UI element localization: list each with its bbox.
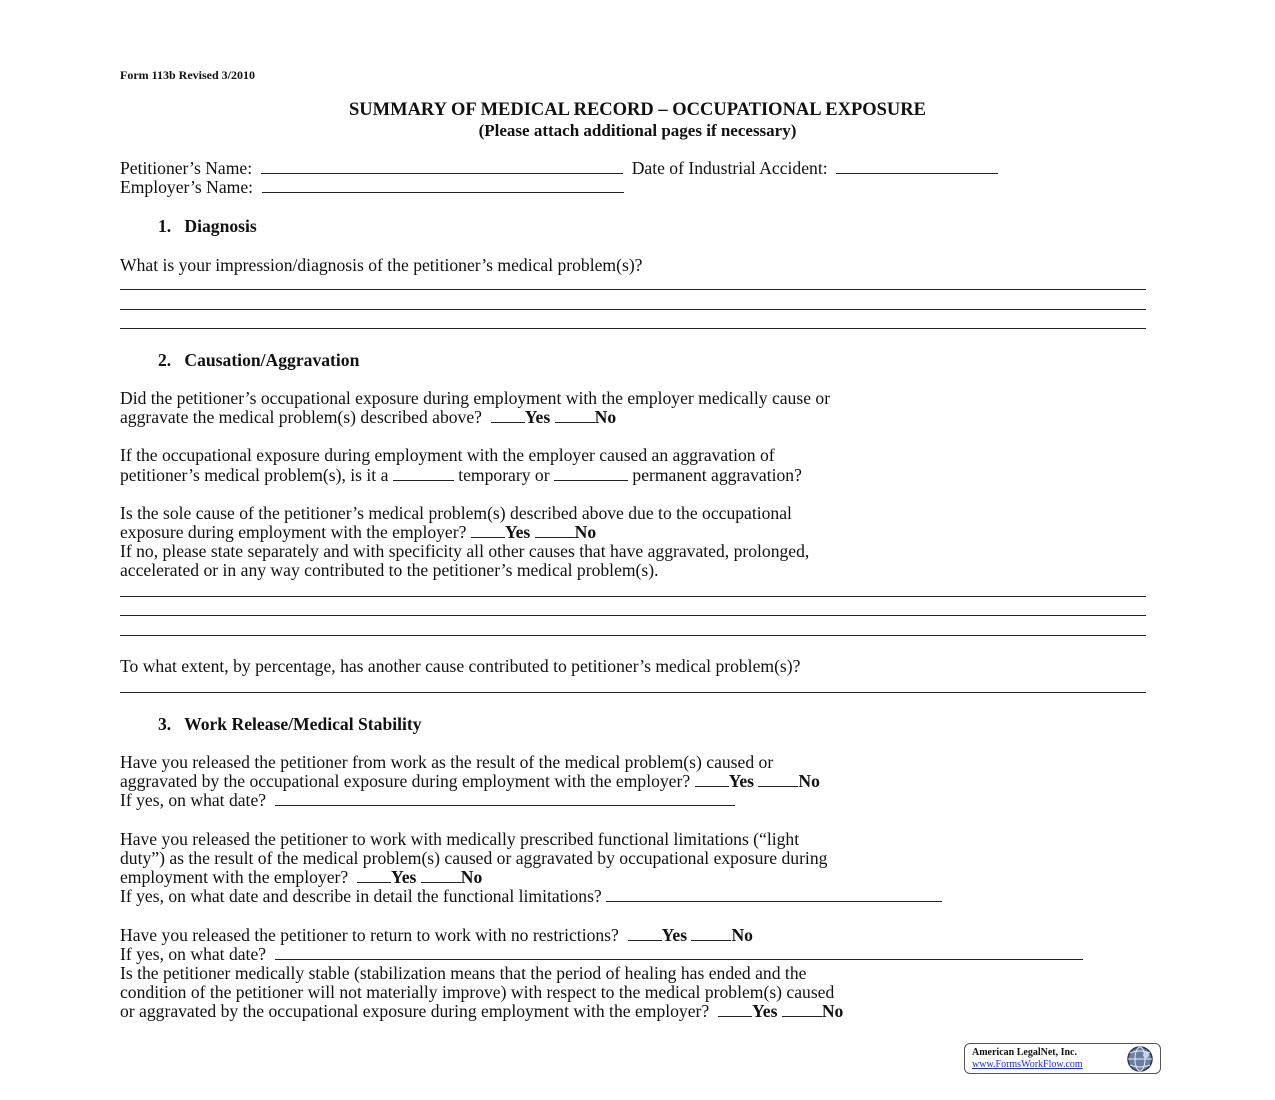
percentage-answer-line[interactable]: [120, 692, 1146, 693]
release-date-label: If yes, on what date?: [120, 790, 267, 810]
no-option: No: [594, 407, 617, 427]
causation-q1-line2: [120, 408, 616, 427]
causation-yes-blank[interactable]: [491, 408, 525, 423]
petitioner-label: Petitioner’s Name:: [120, 158, 253, 178]
light-duty-no-blank[interactable]: [421, 868, 461, 883]
section-2-heading: 2. Causation/Aggravation: [158, 350, 360, 370]
diagnosis-answer-line[interactable]: [120, 289, 1146, 290]
accident-date-field[interactable]: [836, 159, 998, 174]
other-causes-answer-line[interactable]: [120, 596, 1146, 597]
limitations-label: If yes, on what date and describe in detail the functional limitations?: [120, 886, 602, 906]
temporary-label: temporary or: [458, 465, 550, 485]
petitioner-row: [120, 159, 998, 178]
yes-option: Yes: [661, 925, 688, 945]
diagnosis-answer-line[interactable]: [120, 328, 1146, 329]
sole-cause-line4: accelerated or in any way contributed to the petitioner’s medical problem(s).: [120, 560, 659, 580]
light-duty-line2: duty”) as the result of the medical problem(s) caused or aggravated by occupational exposure during: [120, 848, 828, 868]
aggravation-q-line1: If the occupational exposure during employment with the employer caused an aggravation of: [120, 445, 775, 465]
form-number: Form 113b Revised 3/2010: [120, 68, 255, 82]
permanent-label: permanent aggravation?: [632, 465, 802, 485]
causation-no-blank[interactable]: [555, 408, 595, 423]
no-restrictions-no-blank[interactable]: [691, 926, 731, 941]
sole-cause-no-blank[interactable]: [535, 523, 575, 538]
release-no-blank[interactable]: [758, 772, 798, 787]
aggravation-q-line2: [120, 466, 802, 485]
stability-yes-blank[interactable]: [718, 1002, 752, 1017]
yes-option: Yes: [504, 522, 531, 542]
permanent-blank[interactable]: [554, 466, 628, 481]
release-q1-line3: [120, 791, 735, 810]
employer-row: [120, 178, 624, 197]
stability-line3: [120, 1002, 843, 1021]
employer-label: Employer’s Name:: [120, 177, 254, 197]
light-duty-line1: Have you released the petitioner to work with medically prescribed functional limitations (“light: [120, 829, 800, 849]
other-causes-answer-line[interactable]: [120, 615, 1146, 616]
light-duty-line4: [120, 887, 942, 906]
globe-icon: [1124, 1045, 1156, 1073]
petitioner-name-field[interactable]: [261, 159, 623, 174]
yes-option: Yes: [390, 867, 417, 887]
diagnosis-question: What is your impression/diagnosis of the petitioner’s medical problem(s)?: [120, 255, 643, 275]
sole-cause-yes-blank[interactable]: [471, 523, 505, 538]
yes-option: Yes: [728, 771, 754, 791]
yes-option: Yes: [524, 407, 551, 427]
section-3-heading: 3. Work Release/Medical Stability: [158, 714, 422, 734]
no-restrictions-date-field[interactable]: [275, 945, 1083, 960]
aggravation-q-text: petitioner’s medical problem(s), is it a: [120, 465, 389, 485]
no-option: No: [460, 867, 483, 887]
light-duty-line3: [120, 868, 482, 887]
temporary-blank[interactable]: [393, 466, 454, 481]
stability-line1: Is the petitioner medically stable (stabilization means that the period of healing has ended and the: [120, 963, 807, 983]
no-restrictions-yes-blank[interactable]: [628, 926, 662, 941]
sole-cause-text: exposure during employment with the employer?: [120, 522, 467, 542]
yes-option: Yes: [752, 1001, 778, 1021]
limitations-field[interactable]: [606, 887, 942, 902]
no-restrictions-date-label: If yes, on what date?: [120, 944, 267, 964]
form-subtitle: (Please attach additional pages if necessary): [478, 121, 797, 140]
accident-date-label: Date of Industrial Accident:: [631, 158, 828, 178]
sole-cause-line3: If no, please state separately and with specificity all other causes that have aggravated, prolonged,: [120, 541, 810, 561]
publisher-name: American LegalNet, Inc.: [972, 1047, 1077, 1058]
no-restrictions-line2: [120, 945, 1083, 964]
no-restrictions-text: Have you released the petitioner to return to work with no restrictions?: [120, 925, 619, 945]
no-option: No: [798, 771, 820, 791]
release-date-field[interactable]: [275, 791, 735, 806]
release-yes-blank[interactable]: [695, 772, 729, 787]
light-duty-yes-blank[interactable]: [357, 868, 391, 883]
stability-text: or aggravated by the occupational exposure during employment with the employer?: [120, 1001, 710, 1021]
no-option: No: [731, 925, 753, 945]
publisher-logo: [964, 1043, 1161, 1074]
sole-cause-line2: [120, 523, 596, 542]
release-q1-line2: [120, 772, 820, 791]
section-1-heading: 1. Diagnosis: [158, 216, 257, 236]
no-option: No: [574, 522, 597, 542]
stability-no-blank[interactable]: [782, 1002, 822, 1017]
other-causes-answer-line[interactable]: [120, 635, 1146, 636]
diagnosis-answer-line[interactable]: [120, 309, 1146, 310]
light-duty-text: employment with the employer?: [120, 867, 349, 887]
form-title: SUMMARY OF MEDICAL RECORD – OCCUPATIONAL EXPOSURE: [349, 100, 926, 120]
release-q1-text: aggravated by the occupational exposure during employment with the employer?: [120, 771, 691, 791]
stability-line2: condition of the petitioner will not materially improve) with respect to the medical problem(s) caused: [120, 982, 835, 1002]
publisher-url[interactable]: www.FormsWorkFlow.com: [972, 1059, 1083, 1070]
no-option: No: [821, 1001, 844, 1021]
employer-name-field[interactable]: [262, 178, 624, 193]
causation-q1-text: aggravate the medical problem(s) described above?: [120, 407, 482, 427]
no-restrictions-line1: [120, 926, 753, 945]
percentage-question: To what extent, by percentage, has another cause contributed to petitioner’s medical problem(s)?: [120, 656, 801, 676]
causation-q1-line1: Did the petitioner’s occupational exposure during employment with the employer medically cause or: [120, 388, 831, 408]
release-q1-line1: Have you released the petitioner from work as the result of the medical problem(s) caused or: [120, 752, 774, 772]
sole-cause-line1: Is the sole cause of the petitioner’s medical problem(s) described above due to the occupational: [120, 503, 792, 523]
